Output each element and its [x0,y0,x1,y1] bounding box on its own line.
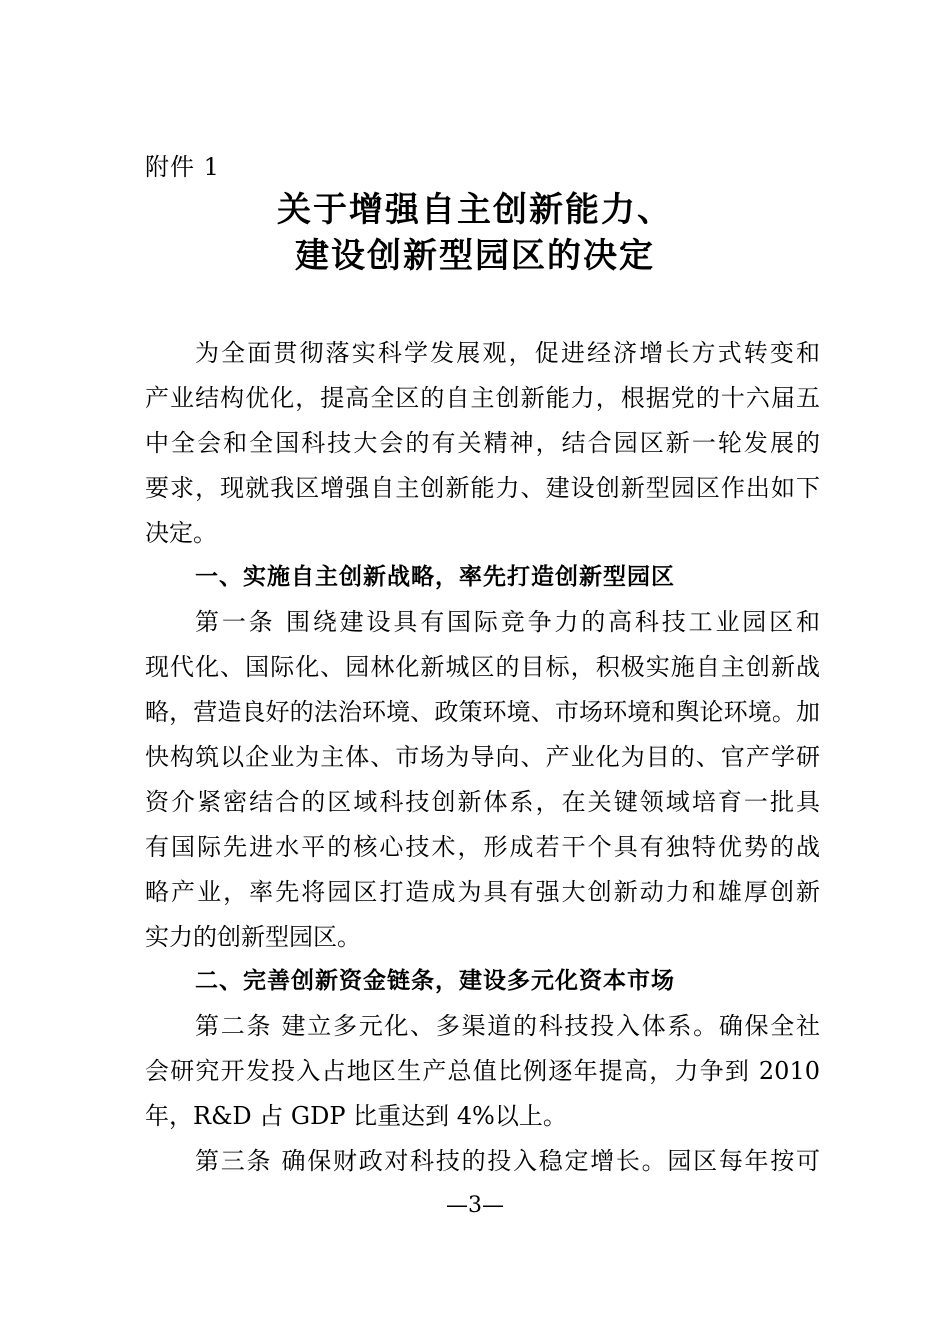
paragraph-line: 年，R&D 占 GDP 比重达到 4%以上。 [145,1102,567,1130]
paragraph-line: 第二条 建立多元化、多渠道的科技投入体系。确保全社 [195,1012,820,1040]
paragraph-line: 实力的创新型园区。 [145,923,361,951]
section-heading-2: 二、完善创新资金链条，建设多元化资本市场 [195,968,675,994]
paragraph-line: 略产业，率先将园区打造成为具有强大创新动力和雄厚创新 [145,878,820,906]
document-title-line-2: 建设创新型园区的决定 [295,236,655,276]
paragraph-line: 要求，现就我区增强自主创新能力、建设创新型园区作出如下 [145,474,820,502]
document-title-line-1: 关于增强自主创新能力、 [277,190,673,230]
paragraph-line: 略，营造良好的法治环境、政策环境、市场环境和舆论环境。加 [145,698,820,726]
paragraph-line: 资介紧密结合的区域科技创新体系，在关键领域培育一批具 [145,788,820,816]
page-number: —3— [446,1193,504,1218]
section-heading-1: 一、实施自主创新战略，率先打造创新型园区 [195,564,675,590]
paragraph-line: 产业结构优化，提高全区的自主创新能力，根据党的十六届五 [145,384,820,412]
paragraph-line: 第一条 围绕建设具有国际竞争力的高科技工业园区和 [195,608,820,636]
paragraph-line: 中全会和全国科技大会的有关精神，结合园区新一轮发展的 [145,429,820,457]
paragraph-line: 决定。 [145,519,217,547]
paragraph-line: 快构筑以企业为主体、市场为导向、产业化为目的、官产学研 [145,743,820,771]
paragraph-line: 会研究开发投入占地区生产总值比例逐年提高，力争到 2010 [145,1057,820,1085]
paragraph-line: 有国际先进水平的核心技术，形成若干个具有独特优势的战 [145,833,820,861]
paragraph-line: 为全面贯彻落实科学发展观，促进经济增长方式转变和 [195,339,820,367]
paragraph-line: 现代化、国际化、园林化新城区的目标，积极实施自主创新战 [145,653,820,681]
attachment-label: 附件 1 [145,153,220,181]
paragraph-line: 第三条 确保财政对科技的投入稳定增长。园区每年按可 [195,1147,820,1175]
